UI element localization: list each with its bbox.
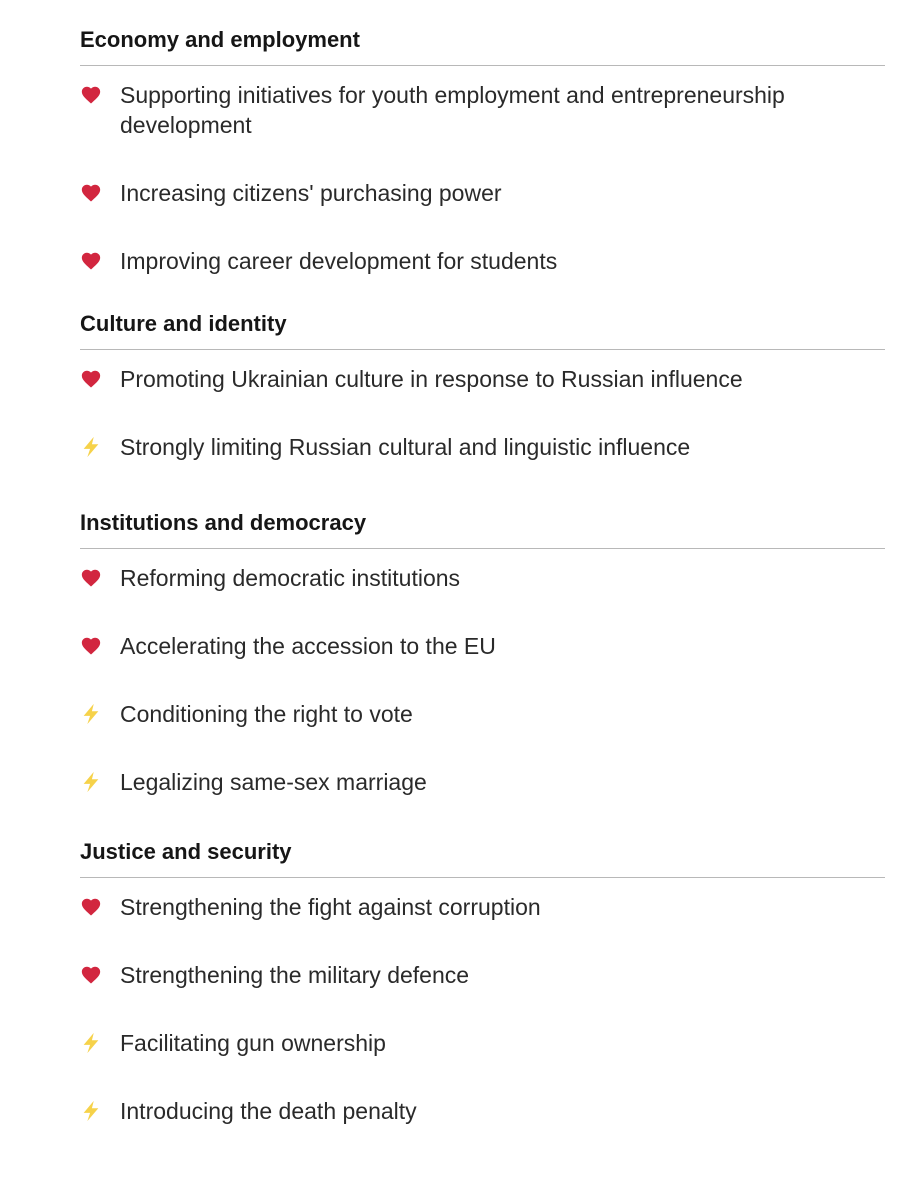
- item-list: [80, 892, 885, 1126]
- item-list: [80, 563, 885, 797]
- lightning-icon: [80, 436, 102, 458]
- item-text: Strengthening the fight against corruption: [120, 894, 541, 920]
- item-text: Supporting initiatives for youth employment and entrepreneurship development: [120, 82, 785, 138]
- list-item: [80, 432, 885, 462]
- section-institutions-democracy: [80, 509, 885, 797]
- item-text: Increasing citizens' purchasing power: [120, 180, 502, 206]
- section-title: Culture and identity: [80, 310, 885, 350]
- item-text: Promoting Ukrainian culture in response to Russian influence: [120, 366, 743, 392]
- item-text: Introducing the death penalty: [120, 1098, 417, 1124]
- section-title: Justice and security: [80, 838, 885, 878]
- list-item: [80, 563, 885, 593]
- item-text: Reforming democratic institutions: [120, 565, 461, 591]
- list-item: [80, 364, 885, 394]
- item-text: Strongly limiting Russian cultural and linguistic influence: [120, 434, 691, 460]
- list-item: [80, 892, 885, 922]
- heart-icon: [80, 250, 102, 272]
- lightning-icon: [80, 771, 102, 793]
- item-list: [80, 364, 885, 462]
- list-item: [80, 631, 885, 661]
- list-item: [80, 80, 885, 140]
- section-economy-employment: [80, 26, 885, 276]
- lightning-icon: [80, 703, 102, 725]
- lightning-icon: [80, 1032, 102, 1054]
- heart-icon: [80, 567, 102, 589]
- list-item: [80, 767, 885, 797]
- heart-icon: [80, 368, 102, 390]
- lightning-icon: [80, 1100, 102, 1122]
- list-item: [80, 246, 885, 276]
- list-item: [80, 1096, 885, 1126]
- section-justice-security: [80, 838, 885, 1126]
- heart-icon: [80, 896, 102, 918]
- list-item: [80, 178, 885, 208]
- list-item: [80, 960, 885, 990]
- item-text: Conditioning the right to vote: [120, 701, 413, 727]
- item-text: Facilitating gun ownership: [120, 1030, 386, 1056]
- item-text: Improving career development for students: [120, 248, 558, 274]
- item-text: Legalizing same-sex marriage: [120, 769, 427, 795]
- list-item: [80, 699, 885, 729]
- section-title: Economy and employment: [80, 26, 885, 66]
- heart-icon: [80, 964, 102, 986]
- item-text: Accelerating the accession to the EU: [120, 633, 496, 659]
- item-list: [80, 80, 885, 276]
- item-text: Strengthening the military defence: [120, 962, 470, 988]
- section-culture-identity: [80, 310, 885, 462]
- heart-icon: [80, 635, 102, 657]
- heart-icon: [80, 84, 102, 106]
- list-item: [80, 1028, 885, 1058]
- heart-icon: [80, 182, 102, 204]
- section-title: Institutions and democracy: [80, 509, 885, 549]
